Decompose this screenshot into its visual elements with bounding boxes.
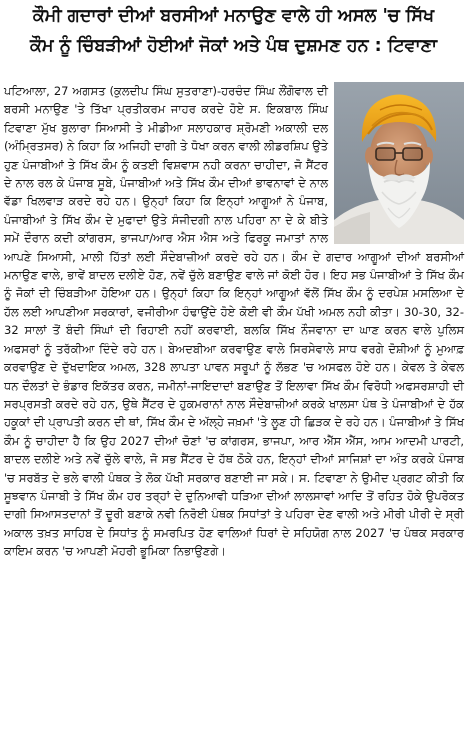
headline-line-1: ਕੌਮੀ ਗਦਾਰਾਂ ਦੀਆਂ ਬਰਸੀਆਂ ਮਨਾਉਣ ਵਾਲੇ ਹੀ ਅਸਲ 'ਚ ਸਿੱਖ bbox=[32, 6, 435, 26]
headline-line-2: ਕੌਮ ਨੂੰ ਚਿੰਬੜੀਆਂ ਹੋਈਆਂ ਜੋਕਾਂ ਅਤੇ ਪੰਥ ਦੁਸ਼ਮਣ ਹਨ : ਟਿਵਾਣਾ bbox=[30, 36, 437, 56]
dateline: ਪਟਿਆਲਾ, 27 ਅਗਸਤ (ਕੁਲਦੀਪ ਸਿੰਘ ਸੁਤਰਾਣਾ)- bbox=[4, 84, 222, 98]
article-body bbox=[4, 82, 464, 561]
article-body-text: ਹਰਚੰਦ ਸਿੰਘ ਲੌਂਗੋਵਾਲ ਦੀ ਬਰਸੀ ਮਨਾਉਣ 'ਤੇ ਤਿੱਖਾ ਪ੍ਰਤੀਕਰਮ ਜਾਹਰ ਕਰਦੇ ਹੋਏ ਸ. ਇਕਬਾਲ ਸਿੰਘ ਟਿਵਾਣਾ ਮੁੱਖ ਬੁਲਾਰਾ ਸਿਆਸੀ ਤੇ ਮੀਡੀਆ ਸਲਾਹਕਾਰ ਸ਼੍ਰੋਮਣੀ ਅਕਾਲੀ ਦਲ (ਅੰਮ੍ਰਿਤਸਰ) ਨੇ ਕਿਹਾ ਕਿ ਅਜਿਹੀ ਦਾਗੀ ਤੇ ਧੋਖਾ ਕਰਨ ਵਾਲੀ ਲੀਡਰਸ਼ਿਪ ਉਤੇ ਹੁਣ ਪੰਜਾਬੀਆਂ ਤੇ ਸਿੱਖ ਕੌਮ ਨੂੰ ਕਤਈ ਵਿਸ਼ਵਾਸ ਨਹੀ ਕਰਨਾ ਚਾਹੀਦਾ, ਜੋ ਸੈਂਟਰ ਦੇ ਨਾਲ ਰਲ ਕੇ ਪੰਜਾਬ ਸੂਬੇ, ਪੰਜਾਬੀਆਂ ਅਤੇ ਸਿੱਖ ਕੌਮ ਦੀਆਂ ਭਾਵਨਾਵਾਂ ਦੇ ਨਾਲ ਵੱਡਾ ਖਿਲਵਾੜ ਕਰਦੇ ਰਹੇ ਹਨ। ਉਨ੍ਹਾਂ ਕਿਹਾ ਕਿ ਇਨ੍ਹਾਂ ਆਗੂਆਂ ਨੇ ਪੰਜਾਬ, ਪੰਜਾਬੀਆਂ ਤੇ ਸਿੱਖ ਕੌਮ ਦੇ ਮੁਫਾਦਾਂ ਉਤੇ ਸੰਜੀਦਗੀ ਨਾਲ ਪਹਿਰਾ ਨਾ ਦੇ ਕੇ ਬੀਤੇ ਸਮੇਂ ਦੌਰਾਨ ਕਦੀ ਕਾਂਗਰਸ, ਭਾਜਪਾ/ਆਰ ਐਸ ਐਸ ਅਤੇ ਫਿਰਕੂ ਜਮਾਤਾਂ ਨਾਲ ਆਪਣੇ ਸਿਆਸੀ, ਮਾਲੀ ਹਿੱਤਾਂ ਲਈ ਸੌਦੇਬਾਜ਼ੀਆਂ ਕਰਦੇ ਰਹੇ ਹਨ। ਕੌਮ ਦੇ ਗਦਾਰ ਆਗੂਆਂ ਦੀਆਂ ਬਰਸੀਆਂ ਮਨਾਉਣ ਵਾਲੇ, ਭਾਵੇਂ ਬਾਦਲ ਦਲੀਏ ਹੋਣ, ਨਵੇਂ ਚੁੱਲੇ ਬਣਾਉਣ ਵਾਲੇ ਜਾਂ ਕੋਈ ਹੋਰ। ਇਹ ਸਭ ਪੰਜਾਬੀਆਂ ਤੇ ਸਿੱਖ ਕੌਮ ਨੂੰ ਜੋਕਾਂ ਦੀ ਚਿੰਬੜੀਆ ਹੋਇਆ ਹਨ। ਉਨ੍ਹਾਂ ਕਿਹਾ ਕਿ ਇਨ੍ਹਾਂ ਆਗੂਆਂ ਵੱਲੋਂ ਸਿੱਖ ਕੌਮ ਨੂੰ ਦਰਪੇਸ਼ ਮਸਲਿਆ ਦੇ ਹੱਲ ਲਈ ਆਪਣੀਆ ਸਰਕਾਰਾਂ, ਵਜੀਰੀਆ ਹੰਢਾਉਂਦੇ ਹੋਏ ਕੋਈ ਵੀ ਕੌਮ ਪੱਖੀ ਅਮਲ ਨਹੀ ਕੀਤਾ। 30-30, 32-32 ਸਾਲਾਂ ਤੋਂ ਬੰਦੀ ਸਿੰਘਾਂ ਦੀ ਰਿਹਾਈ ਨਹੀਂ ਕਰਵਾਈ, ਬਲਕਿ ਸਿੱਖ ਨੌਜਵਾਨਾ ਦਾ ਘਾਣ ਕਰਨ ਵਾਲੇ ਪੁਲਿਸ ਅਫਸਰਾਂ ਨੂੰ ਤਰੱਕੀਆ ਦਿੰਦੇ ਰਹੇ ਹਨ। ਬੇਅਦਬੀਆ ਕਰਵਾਉਣ ਵਾਲੇ ਸਿਰਸੇਵਾਲੇ ਸਾਧ ਵਰਗੇ ਦੋਸ਼ੀਆਂ ਨੂੰ ਮੁਆਫ਼ ਕਰਵਾਉਣ ਦੇ ਦੁੱਖਦਾਇਕ ਅਮਲ, 328 ਲਾਪਤਾ ਪਾਵਨ ਸਰੂਪਾਂ ਨੂੰ ਲੱਭਣ 'ਚ ਅਸਫਲ ਹੋਏ ਹਨ। ਕੇਵਲ ਤੇ ਕੇਵਲ ਧਨ ਦੌਲਤਾਂ ਦੇ ਭੰਡਾਰ ਇਕੱਤਰ ਕਰਨ, ਜਮੀਨਾਂ-ਜਾਇਦਾਦਾਂ ਬਣਾਉਣ ਤੋਂ ਇਲਾਵਾ ਸਿੱਖ ਕੌਮ ਵਿਰੋਧੀ ਅਫਸਰਸ਼ਾਹੀ ਦੀ ਸਰਪ੍ਰਸਤੀ ਕਰਦੇ ਰਹੇ ਹਨ, ਉਥੇ ਸੈਂਟਰ ਦੇ ਹੁਕਮਰਾਨਾਂ ਨਾਲ ਸੌਦੇਬਾਜ਼ੀਆਂ ਕਰਕੇ ਖਾਲਸਾ ਪੰਥ ਤੇ ਪੰਜਾਬੀਆਂ ਦੇ ਹੱਕ ਹਕੂਕਾਂ ਦੀ ਪ੍ਰਾਪਤੀ ਕਰਨ ਦੀ ਥਾਂ, ਸਿੱਖ ਕੌਮ ਦੇ ਅੱਲ੍ਹੇ ਜਖ਼ਮਾਂ 'ਤੇ ਲੂਣ ਹੀ ਛਿੜਕ ਦੇ ਰਹੇ ਹਨ। ਪੰਜਾਬੀਆਂ ਤੇ ਸਿੱਖ ਕੌਮ ਨੂੰ ਚਾਹੀਦਾ ਹੈ ਕਿ ਉਹ 2027 ਦੀਆਂ ਚੋਣਾਂ 'ਚ ਕਾਂਗਰਸ, ਭਾਜਪਾ, ਆਰ ਐੱਸ ਐੱਸ, ਆਮ ਆਦਮੀ ਪਾਰਟੀ, ਬਾਦਲ ਦਲੀਏ ਅਤੇ ਨਵੇਂ ਚੁੱਲੇ ਵਾਲੇ, ਜੋ ਸਭ ਸੈਂਟਰ ਦੇ ਹੱਥ ਠੋਕੇ ਹਨ, ਇਨ੍ਹਾਂ ਦੀਆਂ ਸਾਜਿਸ਼ਾਂ ਦਾ ਅੰਤ ਕਰਕੇ ਪੰਜਾਬ 'ਚ ਸਰਬੱਤ ਦੇ ਭਲੇ ਵਾਲੀ ਪੰਥਕ ਤੇ ਲੋਕ ਪੱਖੀ ਸਰਕਾਰ ਬਣਾਈ ਜਾ ਸਕੇ। ਸ. ਟਿਵਾਣਾ ਨੇ ਉਮੀਦ ਪ੍ਰਗਟ ਕੀਤੀ ਕਿ ਸੂਝਵਾਨ ਪੰਜਾਬੀ ਤੇ ਸਿੱਖ ਕੌਮ ਹਰ ਤਰ੍ਹਾਂ ਦੇ ਦੁਨਿਆਵੀ ਧੜਿਆ ਦੀਆਂ ਲਾਲਸਾਵਾਂ ਆਦਿ ਤੋਂ ਰਹਿਤ ਹੋਕੇ ਉਪਰੋਕਤ ਦਾਗੀ ਸਿਆਸਤਦਾਨਾਂ ਤੋਂ ਦੂਰੀ ਬਣਾਕੇ ਨਵੀ ਨਿਰੋਈ ਪੰਥਕ ਸਿਧਾਂਤਾਂ ਤੇ ਪਹਿਰਾ ਦੇਣ ਵਾਲੀ ਅਤੇ ਮੀਰੀ ਪੀਰੀ ਦੇ ਸ੍ਰੀ ਅਕਾਲ ਤਖ਼ਤ ਸਾਹਿਬ ਦੇ ਸਿਧਾਂਤ ਨੂੰ ਸਮਰਪਿਤ ਹੋਣ ਵਾਲਿਆਂ ਧਿਰਾਂ ਦੇ ਸਹਿਯੋਗ ਨਾਲ 2027 'ਚ ਪੰਥਕ ਸਰਕਾਰ ਕਾਇਮ ਕਰਨ 'ਚ ਆਪਣੀ ਮੋਹਰੀ ਭੂਮਿਕਾ ਨਿਭਾਉਣਗੇ। bbox=[4, 84, 464, 559]
photo-spacer bbox=[328, 82, 464, 246]
